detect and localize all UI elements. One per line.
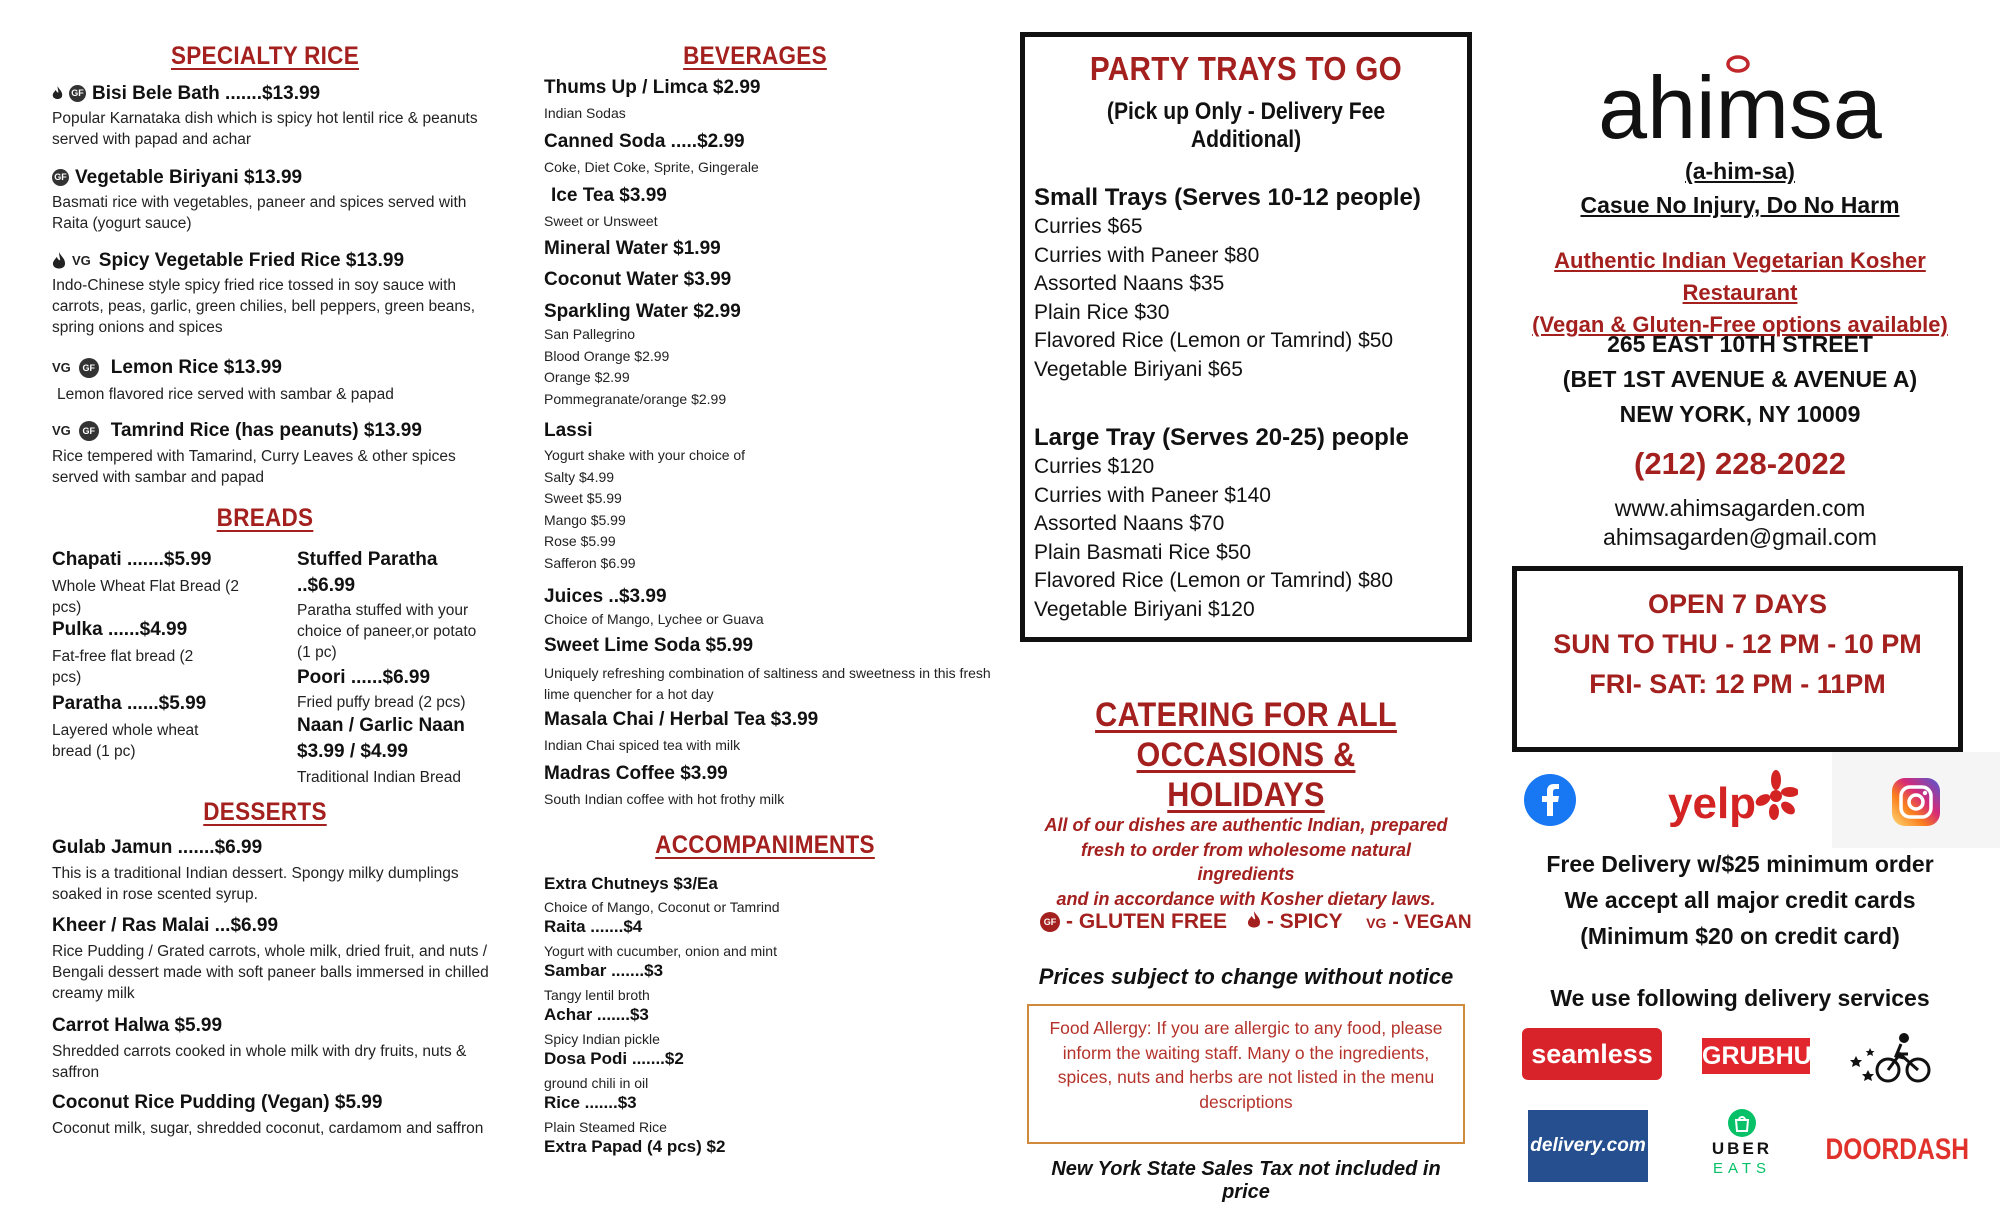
item-name: Kheer / Ras Malai ...$6.99 xyxy=(52,915,279,936)
tax-notice: New York State Sales Tax not included in price xyxy=(1051,1158,1441,1203)
item-name: Gulab Jamun .......$6.99 xyxy=(52,837,263,858)
bread-item xyxy=(52,692,222,762)
contact xyxy=(1500,494,1980,552)
item-name: Lassi xyxy=(544,420,593,441)
vegan-icon: VG xyxy=(72,253,91,268)
yelp-icon[interactable] xyxy=(1668,764,1798,834)
item-name: Paratha ......$5.99 xyxy=(52,693,207,714)
bread-item xyxy=(52,618,222,688)
item-name: Rice .......$3 xyxy=(544,1093,637,1112)
large-trays-heading: Large Tray (Serves 20-25) people xyxy=(1034,424,1409,451)
email-link[interactable]: ahimsagarden@gmail.com xyxy=(1603,524,1877,550)
accompaniments-list xyxy=(544,873,994,1157)
beverages-title: BEVERAGES xyxy=(683,42,827,70)
catering-title xyxy=(1061,695,1432,815)
vegan-icon: VG xyxy=(52,423,71,438)
bread-item xyxy=(52,548,252,618)
specialty-rice-title: SPECIALTY RICE xyxy=(171,42,359,70)
item-desc: Coconut milk, sugar, shredded coconut, cardamom and saffron xyxy=(52,1120,484,1137)
item-name: Bisi Bele Bath .......$13.99 xyxy=(92,83,321,104)
party-trays-subtitle: (Pick up Only - Delivery Fee Additional) xyxy=(1106,98,1386,153)
item-name: Poori ......$6.99 xyxy=(297,667,431,688)
tray-item: Assorted Naans $70 xyxy=(1034,512,1225,535)
item-desc: San Pallegrino xyxy=(544,326,636,342)
spicy-icon xyxy=(1247,911,1261,930)
item-desc: Yogurt with cucumber, onion and mint xyxy=(544,943,777,959)
beverage-item xyxy=(544,585,994,629)
beverage-item xyxy=(544,237,994,261)
breads-title: BREADS xyxy=(216,504,314,532)
instagram-icon[interactable] xyxy=(1888,774,1944,830)
item-name: Sambar .......$3 xyxy=(544,961,664,980)
tray-item: Flavored Rice (Lemon or Tamrind) $50 xyxy=(1034,329,1394,352)
bread-item xyxy=(297,714,487,788)
item-desc: Layered whole wheat bread (1 pc) xyxy=(52,722,199,760)
phone-number[interactable]: (212) 228-2022 xyxy=(1634,446,1846,481)
item-name: Ice Tea $3.99 xyxy=(551,185,667,206)
item-desc: Choice of Mango, Coconut or Tamrind xyxy=(544,899,780,915)
item-name: Carrot Halwa $5.99 xyxy=(52,1015,223,1036)
legend-gluten-free: - GLUTEN FREE xyxy=(1066,910,1227,933)
tray-item: Flavored Rice (Lemon or Tamrind) $80 xyxy=(1034,569,1394,592)
website-link[interactable]: www.ahimsagarden.com xyxy=(1614,495,1866,521)
vegan-icon: VG xyxy=(1366,915,1387,931)
uber-text: UBER xyxy=(1711,1139,1773,1158)
dessert-item xyxy=(52,836,492,905)
item-desc: Mango $5.99 xyxy=(544,511,626,528)
hours xyxy=(1512,584,1963,704)
item-name: Vegetable Biriyani $13.99 xyxy=(75,167,303,188)
hours-line: SUN TO THU - 12 PM - 10 PM xyxy=(1553,629,1922,659)
party-trays-title: PARTY TRAYS TO GO xyxy=(1089,50,1403,87)
item-name: Extra Chutneys $3/Ea xyxy=(544,874,718,893)
beverage-item xyxy=(544,184,1001,231)
item-name: Madras Coffee $3.99 xyxy=(544,763,728,784)
item-desc: Lemon flavored rice served with sambar & papad xyxy=(57,386,394,404)
yelp-wordmark: yelp xyxy=(1668,779,1757,828)
food-allergy-box xyxy=(1027,1004,1465,1144)
beverage-item xyxy=(544,130,994,177)
motto: Casue No Injury, Do No Harm xyxy=(1580,192,1900,218)
item-desc: Basmati rice with vegetables, paneer and spices served with Raita (yogurt sauce) xyxy=(52,194,467,232)
item-desc: Sweet $5.99 xyxy=(544,490,622,506)
item-name: Stuffed Paratha xyxy=(297,549,438,570)
item-name: Mineral Water $1.99 xyxy=(544,238,721,259)
desserts-title: DESSERTS xyxy=(203,798,327,826)
delivery-com-logo[interactable]: delivery.com xyxy=(1528,1110,1648,1182)
item-desc: Spicy Indian pickle xyxy=(544,1031,660,1047)
doordash-logo[interactable]: DOORDASH xyxy=(1825,1133,1970,1166)
tray-item: Curries $65 xyxy=(1034,215,1143,238)
item-desc: Orange $2.99 xyxy=(544,369,630,385)
item-name: Achar .......$3 xyxy=(544,1005,649,1024)
tray-item: Vegetable Biriyani $120 xyxy=(1034,597,1255,621)
item-desc: South Indian coffee with hot frothy milk xyxy=(544,791,785,807)
item-desc: Shredded carrots cooked in whole milk with dry fruits, nuts & saffron xyxy=(52,1043,467,1081)
item-desc: Fat-free flat bread (2 pcs) xyxy=(52,648,194,686)
item-price: $3.99 / $4.99 xyxy=(297,741,408,762)
item-name: Sparkling Water $2.99 xyxy=(544,301,741,322)
item-desc: Sweet or Unsweet xyxy=(544,213,658,229)
gluten-free-icon: GF xyxy=(69,85,86,102)
eats-text: EATS xyxy=(1712,1160,1772,1177)
blurb-line: and in accordance with Kosher dietary laws. xyxy=(1056,888,1436,909)
item-name: Lemon Rice $13.99 xyxy=(110,357,282,379)
item-name: Spicy Vegetable Fried Rice $13.99 xyxy=(98,250,405,272)
address-line: (BET 1ST AVENUE & AVENUE A) xyxy=(1562,366,1918,392)
catering-title-line1: CATERING FOR ALL xyxy=(1095,696,1397,734)
spicy-icon xyxy=(52,86,63,101)
item-name: Dosa Podi .......$2 xyxy=(544,1049,684,1068)
item-desc: Pommegranate/orange $2.99 xyxy=(544,390,727,407)
delivery-services-heading: We use following delivery services xyxy=(1550,985,1930,1011)
item-desc: Uniquely refreshing combination of saltiness and sweetness in this fresh lime quencher for a hot day xyxy=(544,665,991,702)
item-desc: Choice of Mango, Lychee or Guava xyxy=(544,611,764,627)
legend-vegan: - VEGAN xyxy=(1392,912,1472,933)
item-desc: ground chili in oil xyxy=(544,1075,649,1091)
delivery-line: (Minimum $20 on credit card) xyxy=(1580,923,1900,949)
vegan-icon: VG xyxy=(52,360,71,375)
delivery-info xyxy=(1500,846,1980,954)
tagline-line2: (Vegan & Gluten-Free options available) xyxy=(1532,312,1948,337)
address xyxy=(1500,327,1980,432)
facebook-icon[interactable] xyxy=(1520,770,1580,830)
item-desc: Indo-Chinese style spicy fried rice tossed in soy sauce with carrots, peas, garlic, green chilies, bell peppers, green beans, spring onions and spices xyxy=(52,277,476,337)
item-desc: Rice Pudding / Grated carrots, whole milk, dried fruit, and nuts / Bengali dessert made with soft paneer balls immersed in chilled creamy milk xyxy=(52,943,489,1002)
item-desc: Blood Orange $2.99 xyxy=(544,347,670,364)
uber-eats-logo[interactable] xyxy=(1692,1108,1792,1184)
logo-graphic xyxy=(1500,40,1980,150)
item-name: Extra Papad (4 pcs) $2 xyxy=(544,1137,726,1156)
ahimsa-logo xyxy=(1500,40,1980,150)
item-desc: Yogurt shake with your choice of xyxy=(544,447,746,463)
tray-item: Curries with Paneer $80 xyxy=(1034,243,1260,267)
address-line: NEW YORK, NY 10009 xyxy=(1619,401,1861,427)
postmates-icon[interactable] xyxy=(1848,1026,1934,1086)
dessert-item xyxy=(52,1091,492,1139)
spicy-icon xyxy=(52,252,66,271)
legend-spicy: - SPICY xyxy=(1266,910,1343,933)
item-name: Coconut Water $3.99 xyxy=(544,269,732,290)
item-name: Tamrind Rice (has peanuts) $13.99 xyxy=(110,420,422,442)
item-desc: Indian Sodas xyxy=(544,105,626,121)
grubhub-logo[interactable]: GRUBHUB xyxy=(1702,1038,1810,1074)
item-desc: Indian Chai spiced tea with milk xyxy=(544,737,741,753)
item-name: Chapati .......$5.99 xyxy=(52,549,212,570)
bread-item xyxy=(297,548,487,663)
catering-title-line2: OCCASIONS & HOLIDAYS xyxy=(1136,736,1356,814)
hours-line: FRI- SAT: 12 PM - 11PM xyxy=(1589,669,1886,699)
menu-item xyxy=(52,419,492,488)
item-name: Coconut Rice Pudding (Vegan) $5.99 xyxy=(52,1092,383,1113)
item-name: Masala Chai / Herbal Tea $3.99 xyxy=(544,709,819,730)
tagline-line1: Authentic Indian Vegetarian Kosher Restaurant xyxy=(1554,248,1926,305)
beverage-item xyxy=(544,708,994,755)
blurb-line: All of our dishes are authentic Indian, prepared xyxy=(1044,815,1448,835)
beverage-item xyxy=(544,762,994,809)
menu-item xyxy=(52,356,492,405)
menu-item xyxy=(52,166,492,234)
gluten-free-icon: GF xyxy=(52,169,69,186)
menu-item xyxy=(52,249,492,338)
item-name: Sweet Lime Soda $5.99 xyxy=(544,635,754,656)
item-desc: Popular Karnataka dish which is spicy hot lentil rice & peanuts served with papad and achar xyxy=(52,110,478,148)
open-days: OPEN 7 DAYS xyxy=(1647,589,1828,619)
delivery-line: We accept all major credit cards xyxy=(1564,887,1916,913)
tray-item: Vegetable Biriyani $65 xyxy=(1034,357,1243,381)
accompaniments-title: ACCOMPANIMENTS xyxy=(655,831,875,859)
gluten-free-icon: GF xyxy=(1040,912,1060,932)
item-desc: Paratha stuffed with your choice of paneer,or potato (1 pc) xyxy=(297,602,477,661)
tray-item: Plain Basmati Rice $50 xyxy=(1034,540,1252,564)
logo-wordmark: ahimsa xyxy=(1598,58,1882,150)
dessert-item xyxy=(52,914,492,1004)
beverage-item xyxy=(544,300,994,410)
item-name: Naan / Garlic Naan xyxy=(297,715,465,736)
delivery-line: Free Delivery w/$25 minimum order xyxy=(1546,851,1934,877)
large-trays xyxy=(1034,423,1464,624)
item-desc: Rice tempered with Tamarind, Curry Leaves & other spices served with sambar and papad xyxy=(52,448,456,487)
item-desc: Coke, Diet Coke, Sprite, Gingerale xyxy=(544,159,759,175)
dessert-item xyxy=(52,1014,492,1083)
small-trays-heading: Small Trays (Serves 10-12 people) xyxy=(1034,184,1421,211)
tray-item: Curries $120 xyxy=(1034,455,1155,478)
food-allergy-text: Food Allergy: If you are allergic to any food, please inform the waiting staff. Many o the ingredients, spices, nuts and herbs are not listed in the menu descriptions xyxy=(1049,1018,1443,1112)
tray-item: Assorted Naans $35 xyxy=(1034,272,1225,295)
item-price: ..$6.99 xyxy=(297,575,356,596)
item-name: Pulka ......$4.99 xyxy=(52,619,188,640)
item-desc: Traditional Indian Bread xyxy=(297,769,461,786)
item-desc: Fried puffy bread (2 pcs) xyxy=(297,694,466,711)
menu-item xyxy=(52,82,492,150)
item-desc: This is a traditional Indian dessert. Spongy milky dumplings soaked in rose scented syrup. xyxy=(52,865,459,903)
small-trays xyxy=(1034,183,1464,384)
address-line: 265 EAST 10TH STREET xyxy=(1607,331,1873,357)
catering-blurb xyxy=(1030,813,1462,911)
beverage-item xyxy=(544,268,994,292)
item-name: Raita .......$4 xyxy=(544,917,643,936)
beverage-item xyxy=(544,634,994,704)
seamless-logo[interactable]: seamless xyxy=(1522,1028,1662,1080)
item-name: Canned Soda .....$2.99 xyxy=(544,131,745,152)
gluten-free-icon: GF xyxy=(79,421,99,441)
item-name: Thums Up / Limca $2.99 xyxy=(544,77,761,98)
beverage-item xyxy=(544,76,994,123)
tray-item: Plain Rice $30 xyxy=(1034,300,1170,324)
beverage-item xyxy=(544,419,994,574)
item-desc: Safferon $6.99 xyxy=(544,554,636,571)
uber-eats-bag-icon xyxy=(1727,1108,1757,1138)
pronunciation: (a-him-sa) xyxy=(1685,158,1795,184)
item-desc: Whole Wheat Flat Bread (2 pcs) xyxy=(52,578,239,616)
dietary-legend xyxy=(1040,910,1472,934)
tray-item: Curries with Paneer $140 xyxy=(1034,483,1271,507)
gluten-free-icon: GF xyxy=(79,358,99,378)
item-desc: Salty $4.99 xyxy=(544,468,615,485)
bread-item xyxy=(297,666,487,713)
price-notice: Prices subject to change without notice xyxy=(1038,964,1454,989)
item-desc: Rose $5.99 xyxy=(544,533,616,549)
item-name: Juices ..$3.99 xyxy=(544,586,667,607)
item-desc: Plain Steamed Rice xyxy=(544,1119,667,1135)
item-desc: Tangy lentil broth xyxy=(544,987,650,1003)
blurb-line: fresh to order from wholesome natural ingredients xyxy=(1080,839,1412,884)
